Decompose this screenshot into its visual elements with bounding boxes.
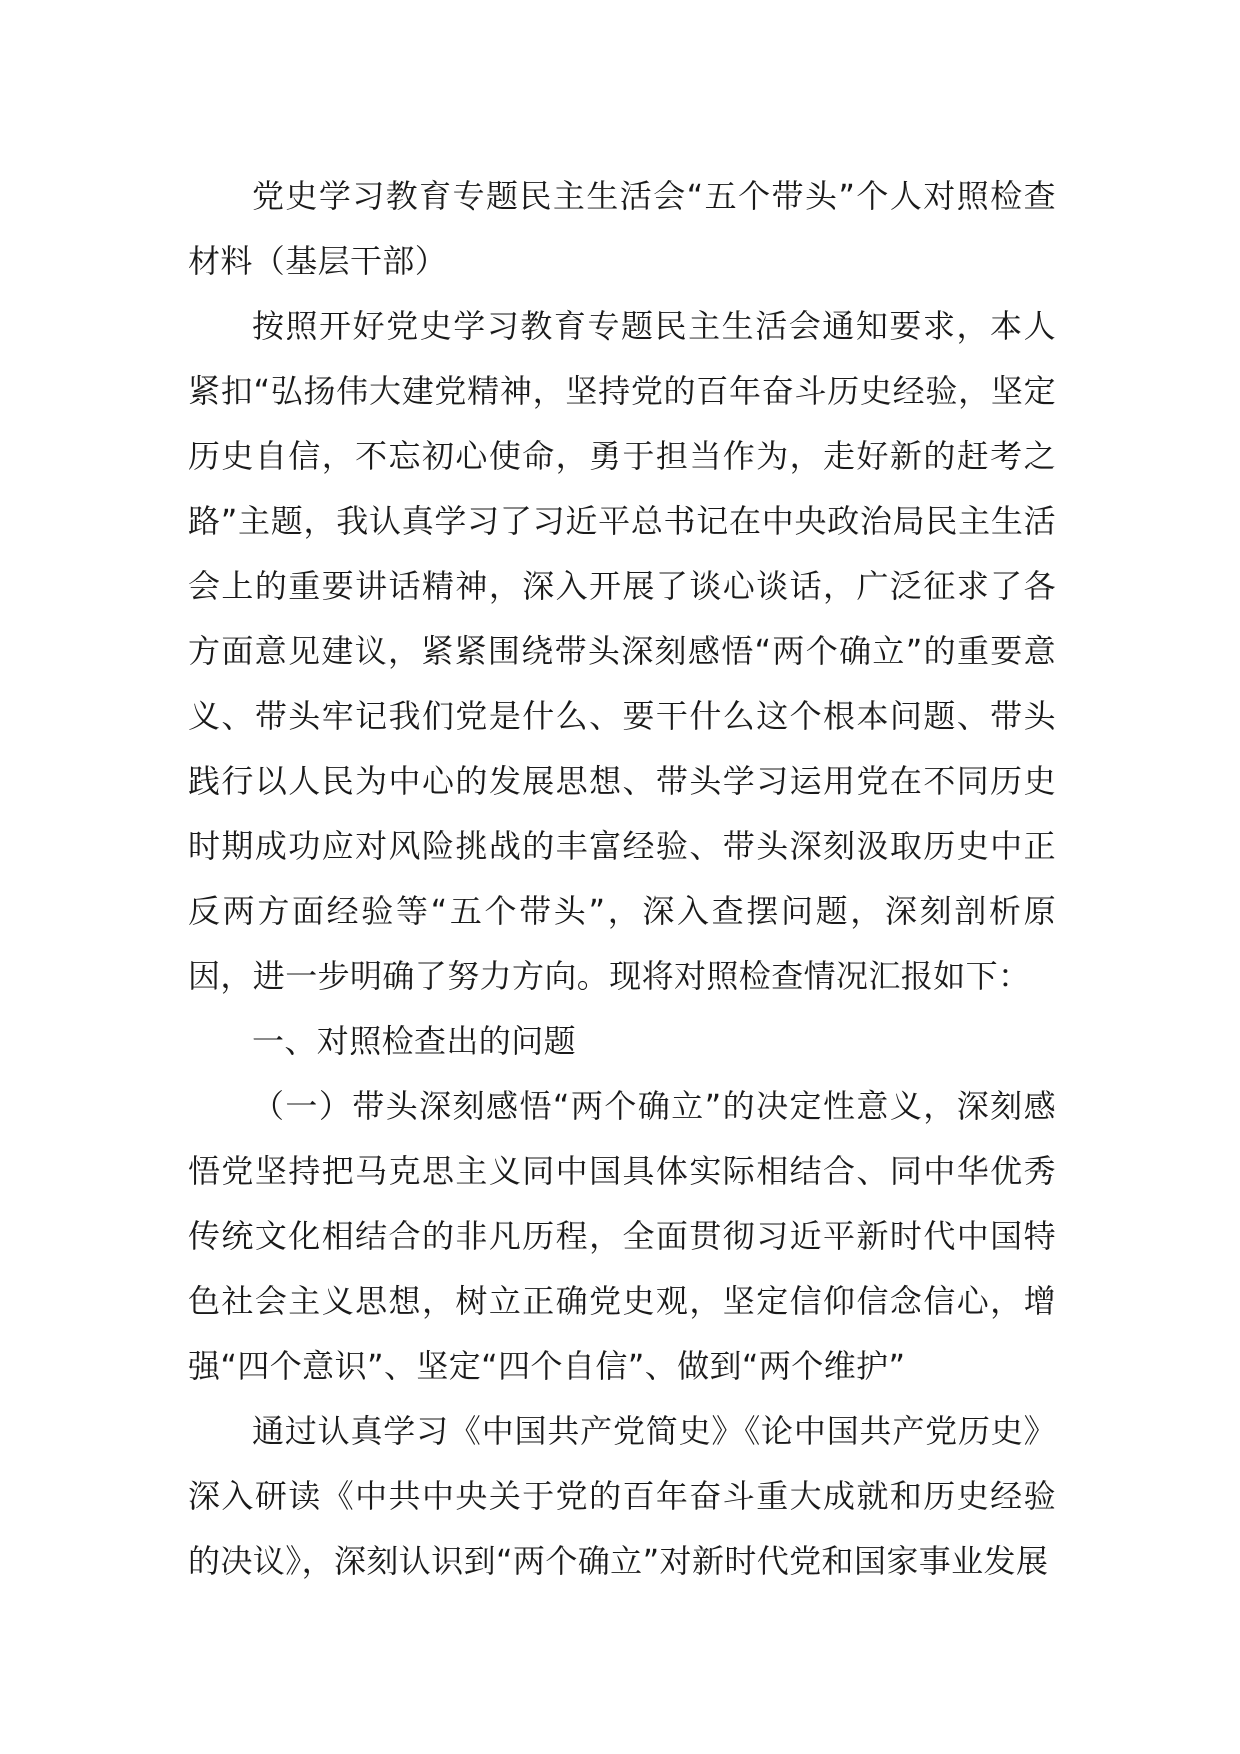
document-body <box>188 164 1056 1594</box>
subsection-heading: （一）带头深刻感悟“两个确立”的决定性意义，深刻感悟党坚持把马克思主义同中国具体实际相结合、同中华优秀传统文化相结合的非凡历程，全面贯彻习近平新时代中国特色社会主义思想，树立正确党史观，坚定信仰信念信心，增强“四个意识”、坚定“四个自信”、做到“两个维护” <box>188 1087 1056 1385</box>
section-heading: 一、对照检查出的问题 <box>252 1022 577 1060</box>
document-title: 党史学习教育专题民主生活会“五个带头”个人对照检查材料（基层干部） <box>188 177 1056 280</box>
body-paragraph: 通过认真学习《中国共产党简史》《论中国共产党历史》深入研读《中共中央关于党的百年奋斗重大成就和历史经验的决议》，深刻认识到“两个确立”对新时代党和国家事业发展 <box>188 1412 1056 1580</box>
intro-paragraph: 按照开好党史学习教育专题民主生活会通知要求，本人紧扣“弘扬伟大建党精神，坚持党的百年奋斗历史经验，坚定历史自信，不忘初心使命，勇于担当作为，走好新的赶考之路”主题，我认真学习了习近平总书记在中央政治局民主生活会上的重要讲话精神，深入开展了谈心谈话，广泛征求了各方面意见建议，紧紧围绕带头深刻感悟“两个确立”的重要意义、带头牢记我们党是什么、要干什么这个根本问题、带头践行以人民为中心的发展思想、带头学习运用党在不同历史时期成功应对风险挑战的丰富经验、带头深刻汲取历史中正反两方面经验等“五个带头”，深入查摆问题，深刻剖析原因，进一步明确了努力方向。现将对照检查情况汇报如下： <box>188 307 1056 995</box>
